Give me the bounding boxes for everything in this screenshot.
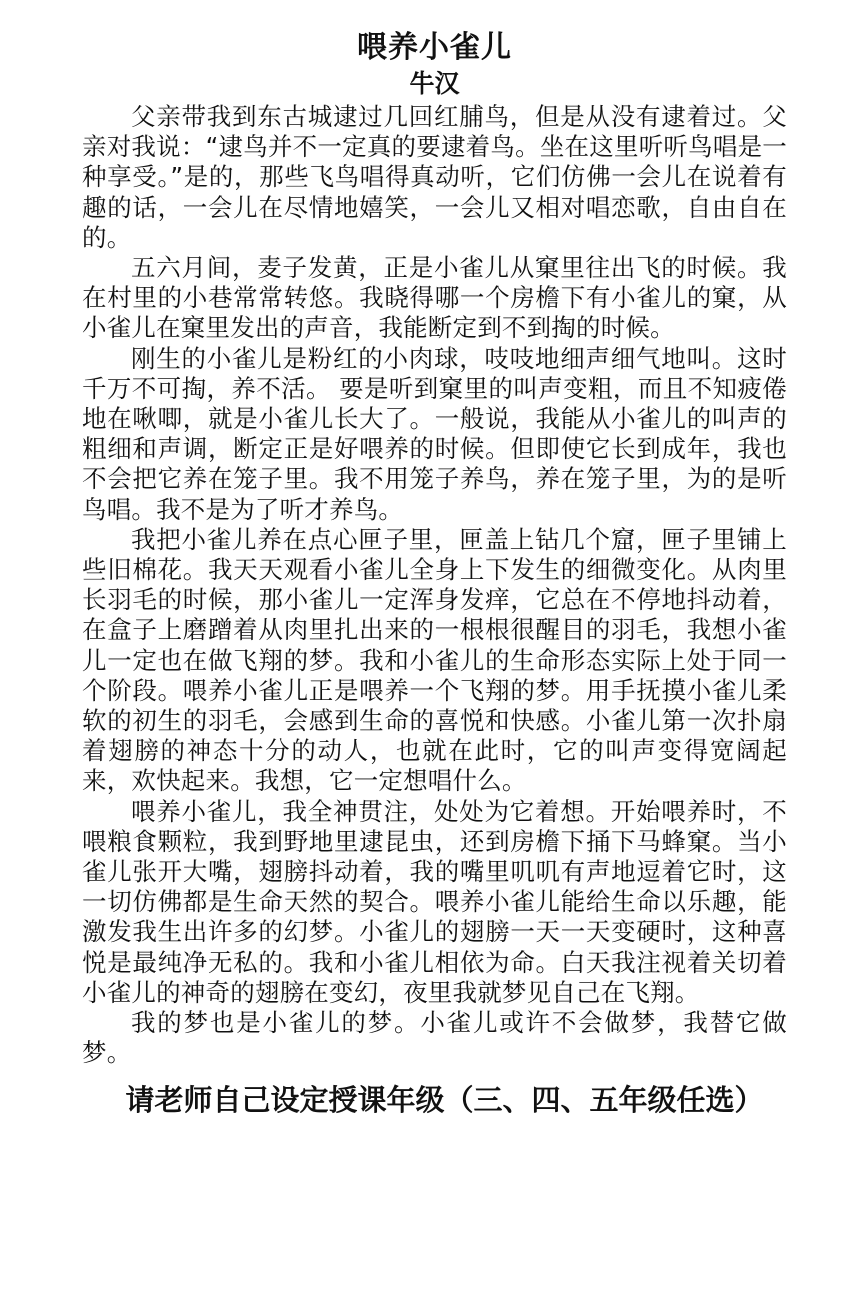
paragraph: 刚生的小雀儿是粉红的小肉球，吱吱地细声细气地叫。这时千万不可掏，养不活。 要是听到窠里的叫声变粗，而且不知疲倦地在啾唧，就是小雀儿长大了。一般说，我能从小雀儿的叫声的粗细和声调，断定正是好喂养的时候。但即使它长到成年，我也不会把它养在笼子里。我不用笼子养鸟，养在笼子里，为的是听鸟唱。我不是为了听才养鸟。 [82,343,787,524]
paragraph: 我的梦也是小雀儿的梦。小雀儿或许不会做梦，我替它做梦。 [82,1008,787,1068]
paragraph: 喂养小雀儿，我全神贯注，处处为它着想。开始喂养时，不喂粮食颗粒，我到野地里逮昆虫，还到房檐下捅下马蜂窠。当小雀儿张开大嘴，翅膀抖动着，我的嘴里叽叽有声地逗着它时，这一切仿佛都是生命天然的契合。喂养小雀儿能给生命以乐趣，能激发我生出许多的幻梦。小雀儿的翅膀一天一天变硬时，这种喜悦是最纯净无私的。我和小雀儿相依为命。白天我注视着关切着小雀儿的神奇的翅膀在变幻，夜里我就梦见自己在飞翔。 [82,796,787,1007]
document-author: 牛汉 [409,69,460,98]
paragraph: 五六月间，麦子发黄，正是小雀儿从窠里往出飞的时候。我在村里的小巷常常转悠。我晓得哪一个房檐下有小雀儿的窠，从小雀儿在窠里发出的声音，我能断定到不到掏的时候。 [82,253,787,343]
teacher-note: 请老师自己设定授课年级（三、四、五年级任选） [125,1082,764,1117]
document-title: 喂养小雀儿 [357,30,512,65]
paragraph: 我把小雀儿养在点心匣子里，匣盖上钻几个窟，匣子里铺上些旧棉花。我天天观看小雀儿全身上下发生的细微变化。从肉里长羽毛的时候，那小雀儿一定浑身发痒，它总在不停地抖动着，在盒子上磨蹭着从肉里扎出来的一根根很醒目的羽毛，我想小雀儿一定也在做飞翔的梦。我和小雀儿的生命形态实际上处于同一个阶段。喂养小雀儿正是喂养一个飞翔的梦。用手抚摸小雀儿柔软的初生的羽毛，会感到生命的喜悦和快感。小雀儿第一次扑扇着翅膀的神态十分的动人，也就在此时，它的叫声变得宽阔起来，欢快起来。我想，它一定想唱什么。 [82,524,787,796]
paragraph: 父亲带我到东古城逮过几回红脯鸟，但是从没有逮着过。父亲对我说：“逮鸟并不一定真的要逮着鸟。坐在这里听听鸟唱是一种享受。”是的，那些飞鸟唱得真动听，它们仿佛一会儿在说着有趣的话，一会儿在尽情地嬉笑，一会儿又相对唱恋歌，自由自在的。 [82,102,787,252]
